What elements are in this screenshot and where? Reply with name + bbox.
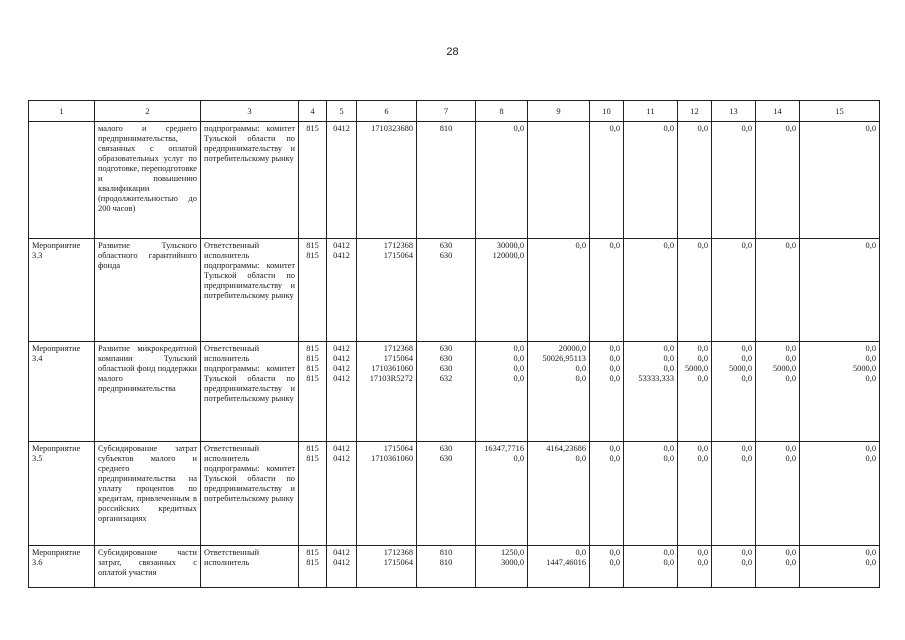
amount-cell bbox=[476, 546, 528, 588]
amount-value: 0,0 bbox=[609, 558, 620, 567]
amount-cell bbox=[624, 342, 678, 442]
amount-cell bbox=[756, 239, 800, 342]
amount-cell bbox=[476, 122, 528, 239]
measure-name-cell bbox=[29, 122, 95, 239]
amount-value: 0,0 bbox=[575, 364, 586, 373]
amount-value: 0,0 bbox=[785, 548, 796, 557]
target-article-value: 1715064 bbox=[383, 558, 413, 567]
column-header: 9 bbox=[528, 101, 590, 122]
section-code-value: 0412 bbox=[333, 124, 350, 133]
grbs-code-value: 815 bbox=[306, 454, 319, 463]
measure-description-cell: малого и среднего предпринимательства, связанных с оплатой образовательных услуг по подготовке, переподготовке и повышению квалификации (продолжительностью до 200 часов) bbox=[95, 122, 201, 239]
amount-value: 0,0 bbox=[741, 454, 752, 463]
amount-cell bbox=[678, 442, 712, 546]
amount-value: 0,0 bbox=[663, 454, 674, 463]
amount-value: 0,0 bbox=[513, 344, 524, 353]
amount-value: 5000,0 bbox=[684, 364, 708, 373]
amount-value: 1250,0 bbox=[500, 548, 524, 557]
grbs-code-cell bbox=[299, 122, 327, 239]
grbs-code-value: 815 bbox=[306, 354, 319, 363]
amount-value: 53333,333 bbox=[638, 374, 674, 383]
amount-value: 0,0 bbox=[609, 444, 620, 453]
amount-value: 5000,0 bbox=[772, 364, 796, 373]
amount-value: 0,0 bbox=[741, 241, 752, 250]
column-header: 14 bbox=[756, 101, 800, 122]
amount-value: 5000,0 bbox=[852, 364, 876, 373]
measure-name-cell: Мероприятие 3.3 bbox=[29, 239, 95, 342]
amount-cell bbox=[678, 239, 712, 342]
amount-value: 0,0 bbox=[865, 374, 876, 383]
amount-cell bbox=[756, 342, 800, 442]
measure-description-cell: Субсидирование части затрат, связанных с оплатой участия bbox=[95, 546, 201, 588]
amount-cell bbox=[624, 442, 678, 546]
amount-value: 0,0 bbox=[697, 454, 708, 463]
amount-cell bbox=[678, 546, 712, 588]
amount-value: 0,0 bbox=[663, 241, 674, 250]
amount-value: 0,0 bbox=[865, 124, 876, 133]
amount-cell bbox=[528, 546, 590, 588]
amount-cell bbox=[800, 122, 880, 239]
expense-type-cell bbox=[417, 342, 476, 442]
expense-type-value: 632 bbox=[439, 374, 453, 383]
amount-value: 0,0 bbox=[741, 124, 752, 133]
target-article-value: 1715064 bbox=[383, 444, 413, 453]
amount-value: 0,0 bbox=[865, 444, 876, 453]
responsible-executor-cell: Ответственный исполнитель подпрограммы: комитет Тульской области по предпринимательству и потребительскому рынку bbox=[201, 442, 299, 546]
amount-value: 0,0 bbox=[785, 344, 796, 353]
section-code-cell bbox=[327, 239, 357, 342]
amount-cell bbox=[528, 442, 590, 546]
column-header: 11 bbox=[624, 101, 678, 122]
amount-value: 0,0 bbox=[697, 124, 708, 133]
amount-value: 0,0 bbox=[609, 354, 620, 363]
amount-value: 5000,0 bbox=[728, 364, 752, 373]
amount-value: 0,0 bbox=[513, 364, 524, 373]
amount-value: 0,0 bbox=[865, 558, 876, 567]
grbs-code-value: 815 bbox=[306, 374, 319, 383]
amount-cell bbox=[712, 239, 756, 342]
amount-value: 120000,0 bbox=[492, 251, 524, 260]
amount-value: 0,0 bbox=[663, 364, 674, 373]
section-code-value: 0412 bbox=[333, 444, 350, 453]
target-article-value: 1710361060 bbox=[371, 454, 413, 463]
amount-cell bbox=[756, 442, 800, 546]
section-code-value: 0412 bbox=[333, 251, 350, 260]
amount-value: 0,0 bbox=[575, 374, 586, 383]
amount-value: 0,0 bbox=[609, 454, 620, 463]
measure-name-cell: Мероприятие 3.4 bbox=[29, 342, 95, 442]
amount-cell bbox=[678, 342, 712, 442]
section-code-value: 0412 bbox=[333, 344, 350, 353]
amount-value: 0,0 bbox=[785, 241, 796, 250]
budget-table bbox=[28, 100, 880, 588]
amount-cell bbox=[590, 342, 624, 442]
amount-cell bbox=[800, 342, 880, 442]
target-article-value: 1712368 bbox=[383, 241, 413, 250]
amount-cell bbox=[712, 442, 756, 546]
amount-value: 0,0 bbox=[741, 548, 752, 557]
amount-cell bbox=[800, 239, 880, 342]
header-row bbox=[29, 101, 880, 122]
expense-type-value: 630 bbox=[439, 454, 453, 463]
table-row bbox=[29, 342, 880, 442]
amount-cell bbox=[528, 239, 590, 342]
target-article-value: 1710323680 bbox=[371, 124, 413, 133]
amount-value: 0,0 bbox=[663, 354, 674, 363]
target-article-value: 1715064 bbox=[383, 354, 413, 363]
amount-value: 0,0 bbox=[609, 241, 620, 250]
expense-type-value: 630 bbox=[439, 444, 453, 453]
amount-value: 0,0 bbox=[697, 241, 708, 250]
section-code-value: 0412 bbox=[333, 241, 350, 250]
amount-value: 3000,0 bbox=[500, 558, 524, 567]
responsible-executor-cell: Ответственный исполнитель подпрограммы: комитет Тульской области по предпринимательству и потребительскому рынку bbox=[201, 239, 299, 342]
amount-value: 0,0 bbox=[697, 558, 708, 567]
amount-value: 0,0 bbox=[575, 454, 586, 463]
expense-type-cell bbox=[417, 239, 476, 342]
amount-value: 0,0 bbox=[741, 558, 752, 567]
grbs-code-cell bbox=[299, 342, 327, 442]
amount-value: 0,0 bbox=[513, 124, 524, 133]
expense-type-value: 630 bbox=[439, 364, 453, 373]
amount-value: 0,0 bbox=[697, 344, 708, 353]
amount-cell bbox=[528, 342, 590, 442]
grbs-code-value: 815 bbox=[306, 548, 319, 557]
section-code-value: 0412 bbox=[333, 374, 350, 383]
column-header: 13 bbox=[712, 101, 756, 122]
measure-description-cell: Развитие микрокредитной компании Тульский областной фонд поддержки малого предпринимательства bbox=[95, 342, 201, 442]
amount-value: 0,0 bbox=[865, 241, 876, 250]
amount-cell bbox=[476, 342, 528, 442]
amount-value: 0,0 bbox=[697, 444, 708, 453]
column-header: 10 bbox=[590, 101, 624, 122]
responsible-executor-cell: подпрограммы: комитет Тульской области по предпринимательству и потребительскому рынку bbox=[201, 122, 299, 239]
amount-value: 0,0 bbox=[609, 344, 620, 353]
amount-value: 0,0 bbox=[785, 124, 796, 133]
amount-value: 0,0 bbox=[741, 444, 752, 453]
amount-cell bbox=[590, 239, 624, 342]
amount-cell bbox=[590, 546, 624, 588]
grbs-code-value: 815 bbox=[306, 558, 319, 567]
grbs-code-value: 815 bbox=[306, 251, 319, 260]
amount-value: 0,0 bbox=[785, 374, 796, 383]
expense-type-value: 630 bbox=[439, 241, 453, 250]
amount-value: 0,0 bbox=[513, 454, 524, 463]
amount-value: 0,0 bbox=[785, 444, 796, 453]
grbs-code-value: 815 bbox=[306, 124, 319, 133]
section-code-cell bbox=[327, 342, 357, 442]
grbs-code-cell bbox=[299, 546, 327, 588]
amount-value: 0,0 bbox=[663, 558, 674, 567]
expense-type-cell bbox=[417, 546, 476, 588]
amount-value: 0,0 bbox=[663, 548, 674, 557]
table-row bbox=[29, 546, 880, 588]
amount-value: 0,0 bbox=[609, 548, 620, 557]
column-header: 1 bbox=[29, 101, 95, 122]
grbs-code-cell bbox=[299, 442, 327, 546]
amount-value: 0,0 bbox=[741, 344, 752, 353]
amount-cell bbox=[800, 442, 880, 546]
table-row bbox=[29, 122, 880, 239]
amount-cell bbox=[678, 122, 712, 239]
amount-cell bbox=[590, 122, 624, 239]
section-code-value: 0412 bbox=[333, 454, 350, 463]
section-code-cell bbox=[327, 442, 357, 546]
section-code-cell bbox=[327, 546, 357, 588]
responsible-executor-cell: Ответственный исполнитель подпрограммы: комитет Тульской области по предпринимательству и потребительскому рынку bbox=[201, 342, 299, 442]
measure-description-cell: Развитие Тульского областного гарантийного фонда bbox=[95, 239, 201, 342]
section-code-value: 0412 bbox=[333, 354, 350, 363]
amount-cell bbox=[590, 442, 624, 546]
amount-value: 0,0 bbox=[513, 374, 524, 383]
expense-type-value: 630 bbox=[439, 354, 453, 363]
amount-cell bbox=[624, 239, 678, 342]
amount-value: 0,0 bbox=[865, 548, 876, 557]
section-code-value: 0412 bbox=[333, 548, 350, 557]
amount-value: 0,0 bbox=[697, 548, 708, 557]
amount-value: 0,0 bbox=[741, 374, 752, 383]
amount-cell bbox=[712, 546, 756, 588]
amount-value: 4164,23686 bbox=[546, 444, 586, 453]
amount-value: 50026,95113 bbox=[542, 354, 586, 363]
target-article-cell bbox=[357, 546, 417, 588]
amount-value: 0,0 bbox=[785, 354, 796, 363]
amount-cell bbox=[624, 122, 678, 239]
section-code-cell bbox=[327, 122, 357, 239]
amount-value: 30000,0 bbox=[496, 241, 524, 250]
section-code-value: 0412 bbox=[333, 558, 350, 567]
expense-type-value: 810 bbox=[439, 548, 453, 557]
expense-type-value: 810 bbox=[439, 124, 453, 133]
table-row bbox=[29, 442, 880, 546]
amount-value: 0,0 bbox=[663, 124, 674, 133]
grbs-code-cell bbox=[299, 239, 327, 342]
expense-type-cell bbox=[417, 122, 476, 239]
column-header: 3 bbox=[201, 101, 299, 122]
amount-value: 0,0 bbox=[697, 374, 708, 383]
expense-type-value: 630 bbox=[439, 344, 453, 353]
amount-cell bbox=[712, 342, 756, 442]
amount-value: 1447,46016 bbox=[546, 558, 586, 567]
amount-cell bbox=[756, 122, 800, 239]
column-header: 4 bbox=[299, 101, 327, 122]
target-article-value: 1715064 bbox=[383, 251, 413, 260]
amount-cell bbox=[476, 239, 528, 342]
measure-description-cell: Субсидирование затрат субъектов малого и среднего предпринимательства на уплату процентов по кредитам, привлеченным в российских кредитных организациях bbox=[95, 442, 201, 546]
amount-value: 0,0 bbox=[865, 344, 876, 353]
column-header: 7 bbox=[417, 101, 476, 122]
column-header: 8 bbox=[476, 101, 528, 122]
amount-value: 0,0 bbox=[865, 354, 876, 363]
table-row bbox=[29, 239, 880, 342]
column-header: 5 bbox=[327, 101, 357, 122]
amount-value: 0,0 bbox=[609, 364, 620, 373]
target-article-value: 1710361060 bbox=[371, 364, 413, 373]
amount-value: 16347,7716 bbox=[484, 444, 524, 453]
amount-value: 0,0 bbox=[513, 354, 524, 363]
amount-value: 0,0 bbox=[609, 374, 620, 383]
target-article-value: 1712368 bbox=[383, 344, 413, 353]
grbs-code-value: 815 bbox=[306, 344, 319, 353]
target-article-value: 17103R5272 bbox=[369, 374, 413, 383]
amount-value: 0,0 bbox=[663, 444, 674, 453]
amount-value: 0,0 bbox=[865, 454, 876, 463]
page-number: 28 bbox=[446, 46, 459, 58]
target-article-value: 1712368 bbox=[383, 548, 413, 557]
amount-value: 0,0 bbox=[785, 454, 796, 463]
amount-value: 0,0 bbox=[785, 558, 796, 567]
amount-value: 0,0 bbox=[697, 354, 708, 363]
responsible-executor-cell: Ответственный исполнитель bbox=[201, 546, 299, 588]
expense-type-value: 630 bbox=[439, 251, 453, 260]
amount-value: 0,0 bbox=[741, 354, 752, 363]
column-header: 6 bbox=[357, 101, 417, 122]
measure-name-cell: Мероприятие 3.5 bbox=[29, 442, 95, 546]
amount-cell bbox=[712, 122, 756, 239]
target-article-cell bbox=[357, 122, 417, 239]
amount-cell bbox=[528, 122, 590, 239]
amount-cell bbox=[476, 442, 528, 546]
column-header: 15 bbox=[800, 101, 880, 122]
measure-name-cell: Мероприятие 3.6 bbox=[29, 546, 95, 588]
grbs-code-value: 815 bbox=[306, 444, 319, 453]
grbs-code-value: 815 bbox=[306, 241, 319, 250]
section-code-value: 0412 bbox=[333, 364, 350, 373]
amount-value: 20000,0 bbox=[558, 344, 586, 353]
target-article-cell bbox=[357, 442, 417, 546]
column-header: 12 bbox=[678, 101, 712, 122]
expense-type-value: 810 bbox=[439, 558, 453, 567]
amount-cell bbox=[800, 546, 880, 588]
expense-type-cell bbox=[417, 442, 476, 546]
amount-cell bbox=[756, 546, 800, 588]
amount-value: 0,0 bbox=[575, 241, 586, 250]
target-article-cell bbox=[357, 239, 417, 342]
amount-cell bbox=[624, 546, 678, 588]
amount-value: 0,0 bbox=[609, 124, 620, 133]
grbs-code-value: 815 bbox=[306, 364, 319, 373]
amount-value: 0,0 bbox=[575, 548, 586, 557]
amount-value: 0,0 bbox=[663, 344, 674, 353]
target-article-cell bbox=[357, 342, 417, 442]
column-header: 2 bbox=[95, 101, 201, 122]
